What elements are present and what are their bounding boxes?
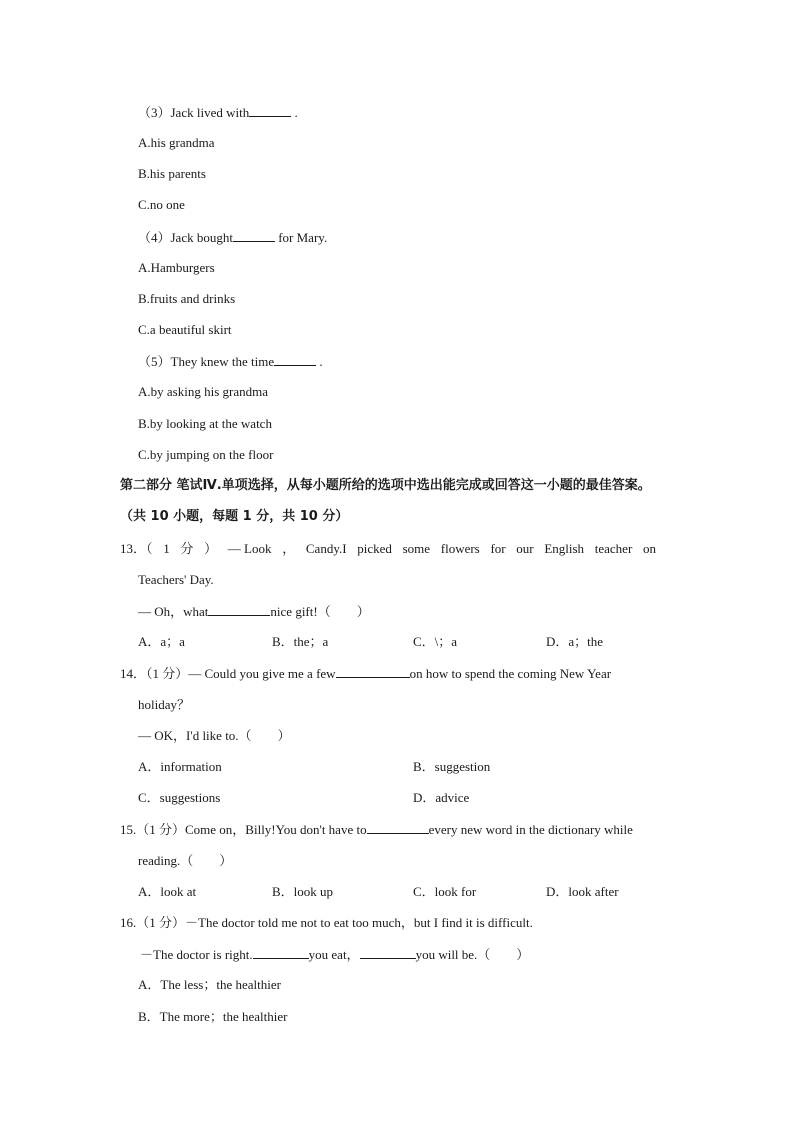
q16-stem: 16.（1 分）－The doctor told me not to eat too much，but I find it is difficult. [120,915,533,930]
q14-option-a[interactable]: A．information [138,759,222,774]
q13-word: for [490,541,506,556]
section-heading: 第二部分 笔试Ⅳ.单项选择，从每小题所给的选项中选出能完成或回答这一小题的最佳答案。 [120,478,651,493]
q13-word: 13．（ [120,541,153,556]
q15-option-c[interactable]: C．look for [413,884,477,899]
q15-stem-end: every new word in the dictionary while [428,822,633,837]
q5-stem-end: . [316,354,323,369]
q14-stem-text: 14．（1 分）— Could you give me a few [120,666,336,681]
q14-answer-blank[interactable] [336,665,410,678]
q13-word: picked [357,541,392,556]
q15-answer-blank[interactable] [367,821,429,834]
q14-reply: — OK，I'd like to.（ ） [138,728,291,743]
q16-option-a[interactable]: A．The less；the healthier [138,977,281,992]
q13-reply [138,603,370,620]
q15-stem-text: 15.（1 分）Come on，Billy!You don't have to [120,822,367,837]
q13-answer-blank[interactable] [208,603,270,616]
q16-reply-mid: you eat， [308,947,360,962]
q13-word: teacher [594,541,633,556]
q13-reply-text: — Oh，what [138,604,209,619]
q14-stem [120,665,611,682]
q15-option-b[interactable]: B．look up [272,884,334,899]
q4-answer-blank[interactable] [233,229,275,242]
q3-option-a[interactable]: A.his grandma [138,135,215,150]
q4-option-b[interactable]: B.fruits and drinks [138,291,236,306]
q3-stem-text: （3）Jack lived with [138,105,250,120]
q13-word: ， [282,541,296,556]
q13-word: Candy.I [305,541,347,556]
q16-option-b[interactable]: B．The more；the healthier [138,1009,288,1024]
q15-stem [120,821,633,838]
q13-stem [120,541,656,557]
q15-stem-continued: reading.（ ） [138,853,233,868]
q5-option-a[interactable]: A.by asking his grandma [138,384,268,399]
q13-word: some [402,541,431,556]
q15-option-a[interactable]: A．look at [138,884,197,899]
q13-option-d[interactable]: D．a；the [546,634,604,649]
q13-option-a[interactable]: A．a；a [138,634,185,649]
q15-option-d[interactable]: D．look after [546,884,619,899]
q5-stem [138,353,323,370]
q4-stem [138,229,327,246]
q3-option-c[interactable]: C.no one [138,197,185,212]
q16-reply-end: you will be.（ ） [415,947,530,962]
q5-answer-blank[interactable] [274,353,316,366]
q5-option-b[interactable]: B.by looking at the watch [138,416,272,431]
q3-stem-end: . [291,105,298,120]
q13-stem-continued: Teachers' Day. [138,572,214,587]
q14-option-d[interactable]: D．advice [413,790,470,805]
q13-word: our [516,541,534,556]
q13-word: 分 [180,541,194,556]
q16-answer-blank-2[interactable] [360,946,416,959]
q13-option-c[interactable]: C．\；a [413,634,458,649]
q5-option-c[interactable]: C.by jumping on the floor [138,447,274,462]
q3-stem [138,104,298,121]
q4-option-a[interactable]: A.Hamburgers [138,260,215,275]
q13-word: flowers [440,541,480,556]
q14-stem-continued: holiday？ [138,697,190,712]
q14-stem-end: on how to spend the coming New Year [409,666,612,681]
q4-stem-text: （4）Jack bought [138,230,233,245]
q13-word: — Look [227,541,272,556]
section-subheading: （共 10 小题，每题 1 分，共 10 分） [120,509,349,524]
q13-option-b[interactable]: B．the；a [272,634,329,649]
q5-stem-text: （5）They knew the time [138,354,275,369]
q13-word: English [544,541,585,556]
q4-option-c[interactable]: C.a beautiful skirt [138,322,232,337]
q4-stem-end: for Mary. [274,230,328,245]
q16-answer-blank-1[interactable] [253,946,309,959]
q3-option-b[interactable]: B.his parents [138,166,206,181]
q16-reply [140,946,529,963]
q16-reply-text: －The doctor is right. [140,947,253,962]
q13-word: on [642,541,656,556]
q14-option-b[interactable]: B．suggestion [413,759,491,774]
q14-option-c[interactable]: C．suggestions [138,790,221,805]
q13-word: 1 [163,541,170,556]
q13-word: ） [204,541,218,556]
q3-answer-blank[interactable] [249,104,291,117]
q13-reply-end: nice gift!（ ） [270,604,370,619]
